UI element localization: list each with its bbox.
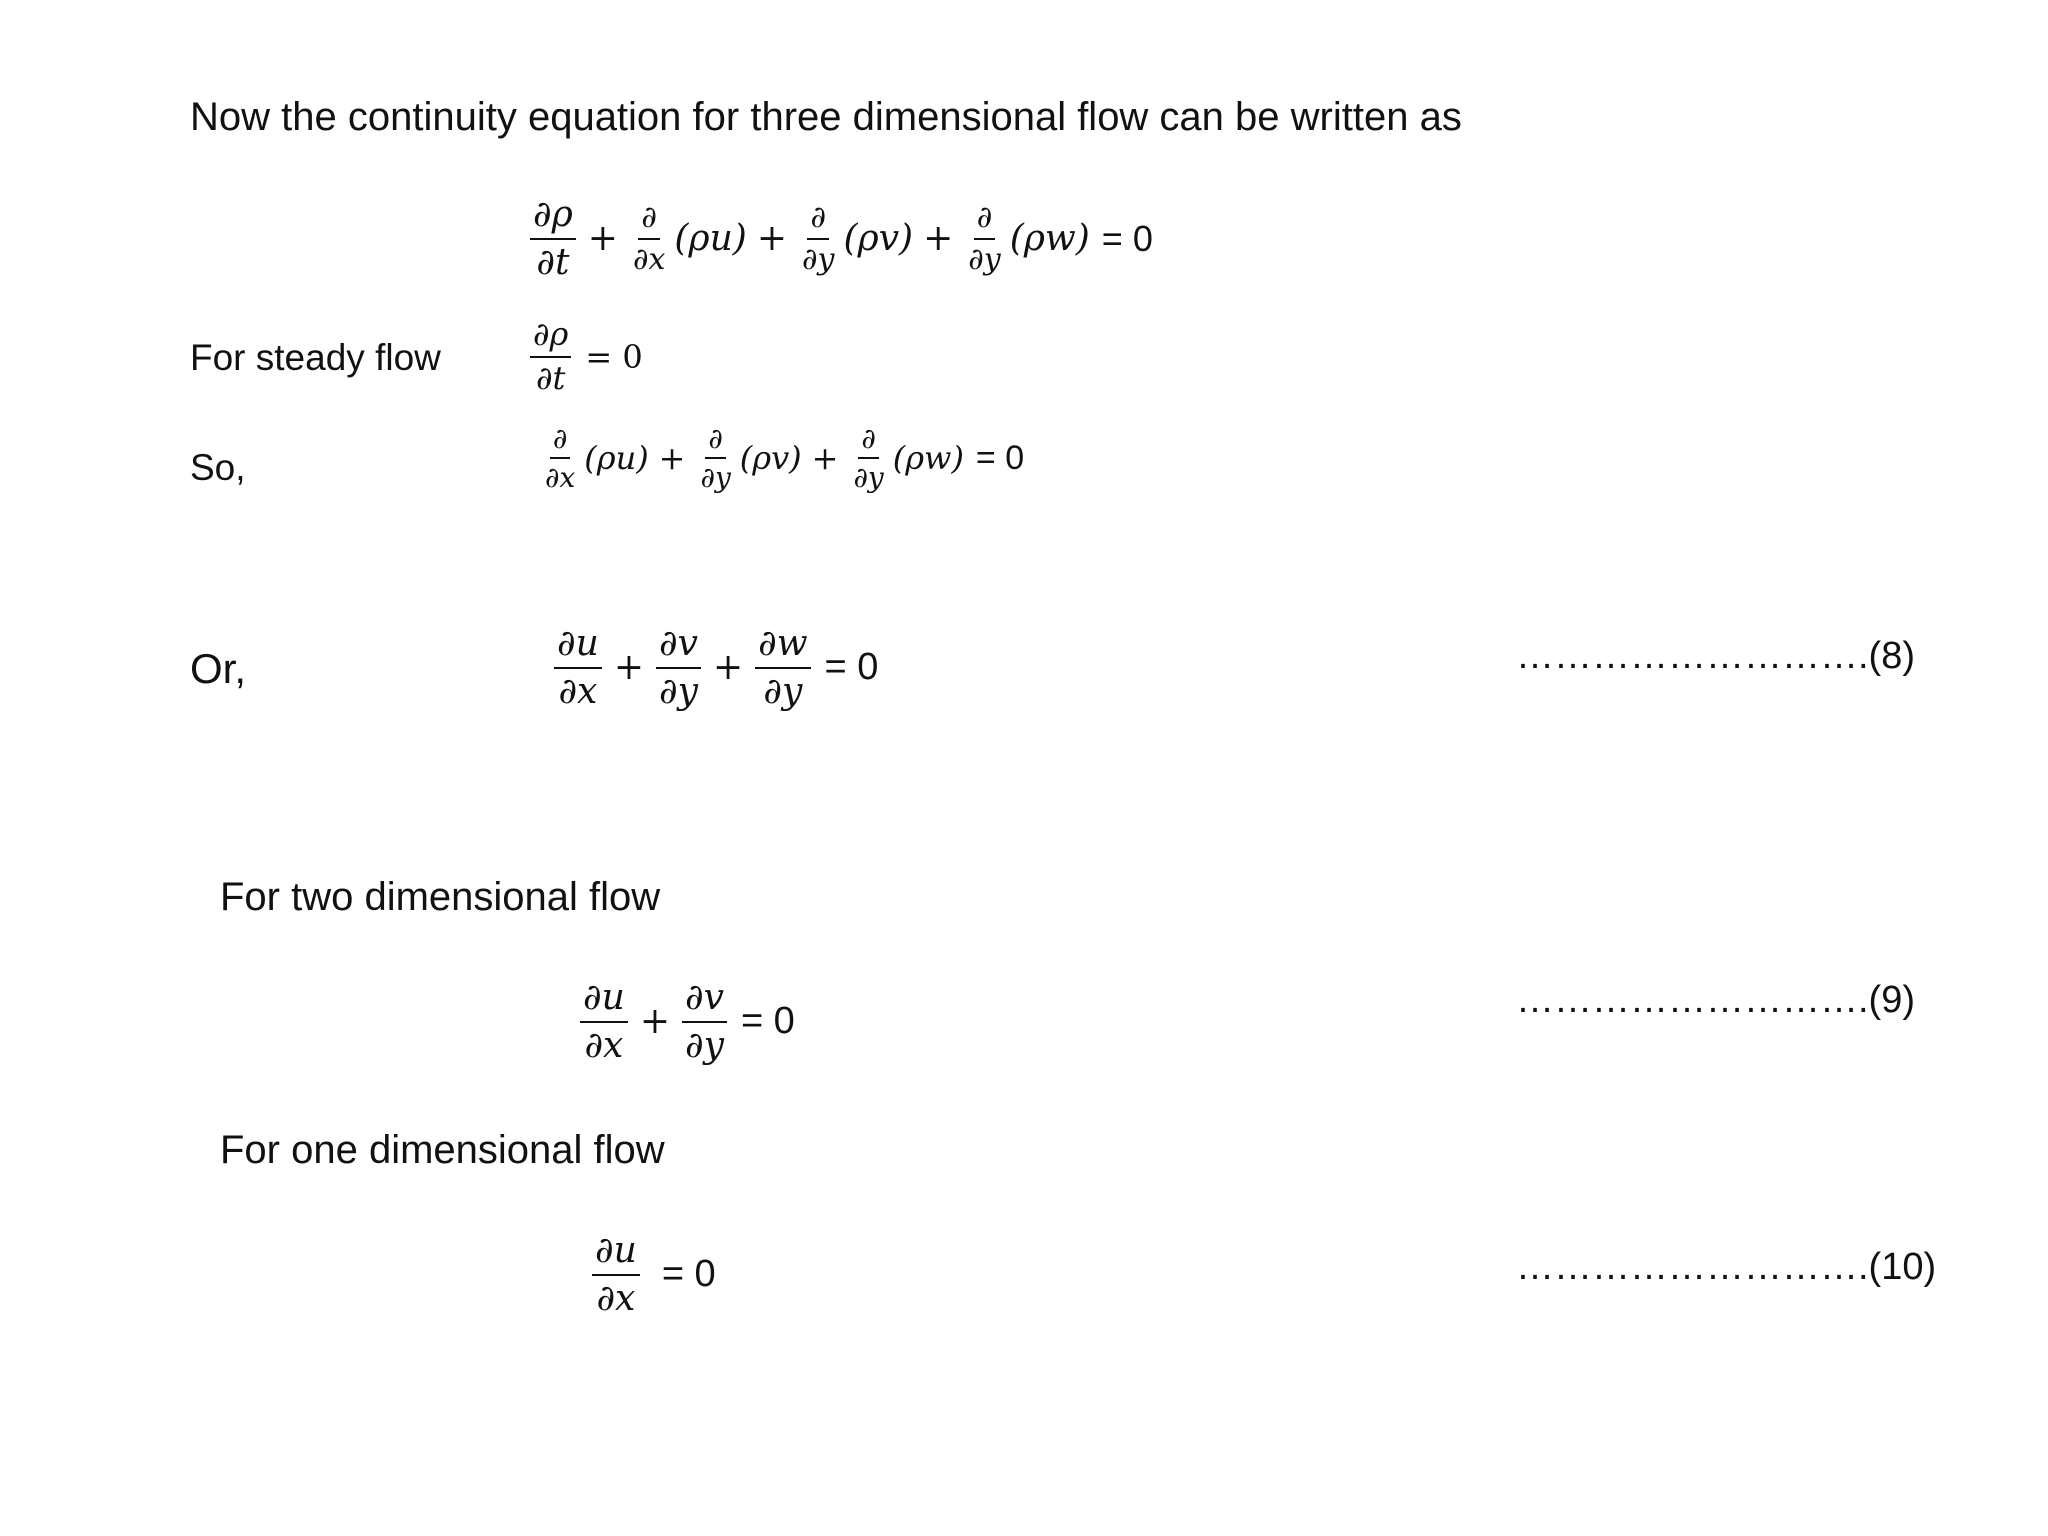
equals-zero: = 0 bbox=[740, 1000, 795, 1043]
fraction-drho-dt: $\frac{\partial\rho}{\partial t}$ bbox=[530, 318, 571, 395]
equals-zero: = 0 bbox=[1101, 217, 1153, 259]
equals-zero: = 0 bbox=[975, 438, 1025, 477]
equals-zero: = 0 bbox=[824, 646, 879, 689]
fraction-du-dx: $\frac{\partial u}{\partial x}$ bbox=[592, 1232, 640, 1318]
plus-sign: + bbox=[639, 1001, 670, 1043]
plus-sign: + bbox=[587, 218, 618, 260]
term-rho-u: (ρu) bbox=[584, 439, 649, 478]
equals-zero: = 0 bbox=[661, 1253, 716, 1296]
fraction-d-dy: $\frac{\partial}{\partial y}$ bbox=[968, 200, 1001, 277]
steady-flow-equation bbox=[526, 315, 643, 397]
fraction-d-dx: $\frac{\partial}{\partial x}$ bbox=[632, 200, 666, 277]
term-rho-u: (ρu) bbox=[674, 218, 747, 260]
incompressible-continuity-equation-3d bbox=[550, 625, 878, 711]
fraction-drho-dt: $\frac{\partial\rho}{\partial t}$ bbox=[530, 196, 576, 282]
or-label: Or, bbox=[190, 645, 247, 692]
steady-continuity-equation bbox=[538, 424, 1024, 493]
fraction-dv-dy: $\frac{\partial v}{\partial y}$ bbox=[682, 979, 727, 1065]
plus-sign: + bbox=[923, 218, 954, 260]
term-rho-w: (ρw) bbox=[892, 439, 964, 478]
plus-sign: + bbox=[613, 647, 644, 689]
term-rho-v: (ρv) bbox=[739, 439, 802, 478]
continuity-equation-2d bbox=[576, 979, 795, 1065]
term-rho-v: (ρv) bbox=[843, 218, 914, 260]
equation-number-8: ……………………….(8) bbox=[1516, 635, 1915, 677]
equation-number-9: ……………………….(9) bbox=[1516, 979, 1915, 1021]
continuity-equation-1d bbox=[588, 1232, 716, 1318]
plus-sign: + bbox=[658, 439, 686, 478]
fraction-d-dx: $\frac{\partial}{\partial x}$ bbox=[545, 422, 576, 495]
plus-sign: + bbox=[811, 439, 839, 478]
steady-flow-label: For steady flow bbox=[190, 337, 441, 378]
fraction-du-dx: $\frac{\partial u}{\partial x}$ bbox=[554, 625, 602, 711]
equals-zero: = 0 bbox=[585, 337, 643, 376]
fraction-d-dy: $\frac{\partial}{\partial y}$ bbox=[700, 422, 731, 495]
two-dimensional-flow-label: For two dimensional flow bbox=[220, 875, 661, 919]
fraction-du-dx: $\frac{\partial u}{\partial x}$ bbox=[580, 979, 628, 1065]
equation-number-10: ……………………….(10) bbox=[1516, 1246, 1937, 1288]
fraction-dw-dy: $\frac{\partial w}{\partial y}$ bbox=[755, 625, 810, 711]
one-dimensional-flow-label: For one dimensional flow bbox=[220, 1128, 665, 1172]
continuity-equation-3d bbox=[526, 196, 1153, 282]
fraction-d-dy: $\frac{\partial}{\partial y}$ bbox=[802, 200, 835, 277]
term-rho-w: (ρw) bbox=[1009, 218, 1090, 260]
intro-text: Now the continuity equation for three dimensional flow can be written as bbox=[190, 95, 1462, 139]
plus-sign: + bbox=[756, 218, 788, 260]
plus-sign: + bbox=[712, 647, 744, 689]
fraction-dv-dy: $\frac{\partial v}{\partial y}$ bbox=[656, 625, 701, 711]
fraction-d-dy: $\frac{\partial}{\partial y}$ bbox=[853, 422, 884, 495]
so-label: So, bbox=[190, 447, 246, 488]
